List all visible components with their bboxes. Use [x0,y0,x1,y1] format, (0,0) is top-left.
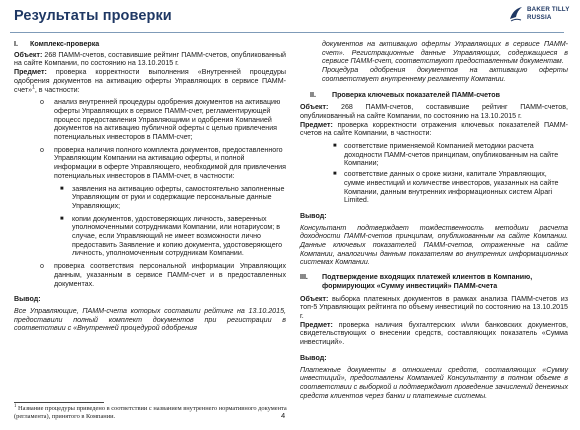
left-column [14,40,286,333]
page-header [0,0,580,36]
list-item [14,262,286,288]
page-number: 4 [281,411,286,420]
page-title: Результаты проверки [14,8,172,24]
object-label: Объект: [300,103,329,112]
conclusion-label: Вывод: [300,211,327,220]
section-title: Проверка ключевых показателей ПАММ-счетов [332,90,501,99]
footnote [14,405,289,421]
list-item-text: анализ внутренней процедуры одобрения документов на активацию оферты Управляющих в сервисе ПАММ-счет, регламентирующей процесс предоставления Управляющими и одобрения Компанией документов на активацию публичной оферты с целью привлечения потенциальных инвесторов в ПАММ-счет; [54,98,281,142]
sub-list-item [14,215,286,259]
header-divider [10,32,564,33]
object-text: 268 ПАММ-счетов, составившие рейтинг ПАММ-счетов, опубликованный на сайте Компании, по состоянию на 13.10.2015 г. [14,50,286,68]
conclusion-label: Вывод: [14,295,41,304]
object-paragraph [300,103,568,120]
bullet-square-icon: ■ [60,215,64,222]
sub-list-item [14,185,286,211]
bullet-circle-icon: o [40,262,44,271]
footnote-divider [14,402,104,403]
object-text: 268 ПАММ-счетов, составившие рейтинг ПАММ-счетов, опубликованный на сайте Компании, по состоянию на 13.10.2015 г. [300,103,568,120]
subject-text: проверка корректности выполнения «Внутренней процедуры одобрения документов на активацию оферты Управляющих в сервисе ПАММ-счет» [14,68,286,94]
object-text: выборка платежных документов в рамках анализа ПАММ-счетов из топ-5 Управляющих рейтинга по объему инвестиций по состоянию на 13.10.2015 г. [300,294,568,320]
logo-subtext: RUSSIA [527,14,552,21]
bullet-circle-icon: o [40,145,44,154]
section-number: II. [310,90,316,99]
list-item [300,142,568,168]
bullet-square-icon: ■ [60,185,64,192]
section-heading-1 [14,40,286,49]
section-heading-2 [300,91,568,100]
subject-label: Предмет: [300,120,333,129]
list-item [14,146,286,181]
conclusion-label: Вывод: [300,353,327,362]
list-item [14,98,286,142]
subject-label: Предмет: [300,320,333,329]
subject-text: проверка корректности отражения ключевых показателей ПАММ-счетов на сайте Компании, в частности: [300,120,568,138]
section-heading-3 [300,273,568,290]
subject-text: проверка наличия бухгалтерских и/или банковских документов, свидетельствующих о внесении средств, составляющих показатель «Сумма инвестиций». [300,320,568,347]
subject-label: Предмет: [14,68,47,77]
object-label: Объект: [14,50,43,59]
section-title: Комплекс-проверка [30,40,100,48]
subject-paragraph [300,121,568,138]
footnote-text: Название процедуры приведено в соответствии с названием внутреннего нормативного документа (регламента), принятого в Компании. [14,405,287,420]
continued-conclusion-2: Процедура одобрения документов на активацию оферты соответствует внутреннему регламенту Компании. [322,66,568,83]
bullet-square-icon: ■ [333,171,337,178]
conclusion-text: Все Управляющие, ПАММ-счета которых составили рейтинг на 13.10.2015, предоставили полный комплект документов при регистрации в соответствии с «Внутренней процедурой одобрения [14,306,286,333]
list-item-text: соответствие применяемой Компанией методики расчета доходности ПАММ-счетов принципам, опубликованным на сайте Компании; [344,142,559,168]
object-paragraph [14,51,286,68]
sub-list-item-text: заявления на активацию оферты, самостоятельно заполненные Управляющим от руки и содержащие персональные данные Управляющих; [72,184,285,210]
subject-paragraph [300,321,568,347]
subject-paragraph [14,68,286,94]
bullet-circle-icon: o [40,98,44,107]
list-item-text: проверка соответствия персональной информации Управляющих данным, указанным в сервисе ПАММ-счет и в предоставленных документах. [54,262,286,288]
list-item-text: соответствие данных о сроке жизни, капитале Управляющих, сумме инвестиций и количестве инвесторов, указанных на сайте Компании, данным внутренних информационных систем Alpari Limited. [344,170,559,205]
logo-text: BAKER TILLY [527,6,570,13]
bullet-square-icon: ■ [333,143,337,150]
conclusion-text: Платежные документы в отношении средств, составляющих «Сумму инвестиций», предоставлены Компанией Консультанту в полном объеме в соответствии с выборкой и подтверждают проведение зачислений денежных средств клиентов через банки и платежные системы. [300,365,568,400]
section-number: III. [300,273,308,282]
section-title: Подтверждение входящих платежей клиентов в Компанию, формирующих «Сумму инвестиций» ПАММ-счета [322,273,533,290]
baker-tilly-mark-icon [508,5,524,23]
subject-tail: , в частности: [34,85,80,94]
object-paragraph [300,295,568,321]
footnote-number: 1 [14,403,17,409]
company-logo [508,3,574,31]
sub-list-item-text: копии документов, удостоверяющих личность, заверенных уполномоченными сотрудниками Компании, или нотариусом; в случае, если Управляющий не имеет возможности лично предоставить Заявление и копию документа, удостоверяющего личность, уполномоченным сотрудникам Компании. [72,214,283,258]
conclusion-text: Консультант подтверждает тождественность методики расчета доходности ПАММ-счетов принципам, опубликованным на сайте Компании. Данные ключевых показателей ПАММ-счетов, отраженные на сайте Компании, аналогичны данным показателям во внутренних информационных системах Компании. [300,223,568,267]
section-number: I. [14,40,18,48]
list-item-text: проверка наличия полного комплекта документов, предоставленного Управляющим Компании на активацию оферты, и полной информации в оферте Управляющего, необходимой для привлечения потенциальных инвесторов в ПАММ-счет, в частности: [54,145,286,180]
object-label: Объект: [300,294,329,303]
list-item [300,170,568,205]
footnote-ref[interactable]: 1 [32,84,35,91]
continued-conclusion: документов на активацию оферты Управляющих в сервисе ПАММ-счет». Регистрационные данные Управляющих, содержащиеся в сервисе ПАММ-счет, соответствуют предоставленным документам. [322,40,568,66]
right-column [300,40,568,400]
